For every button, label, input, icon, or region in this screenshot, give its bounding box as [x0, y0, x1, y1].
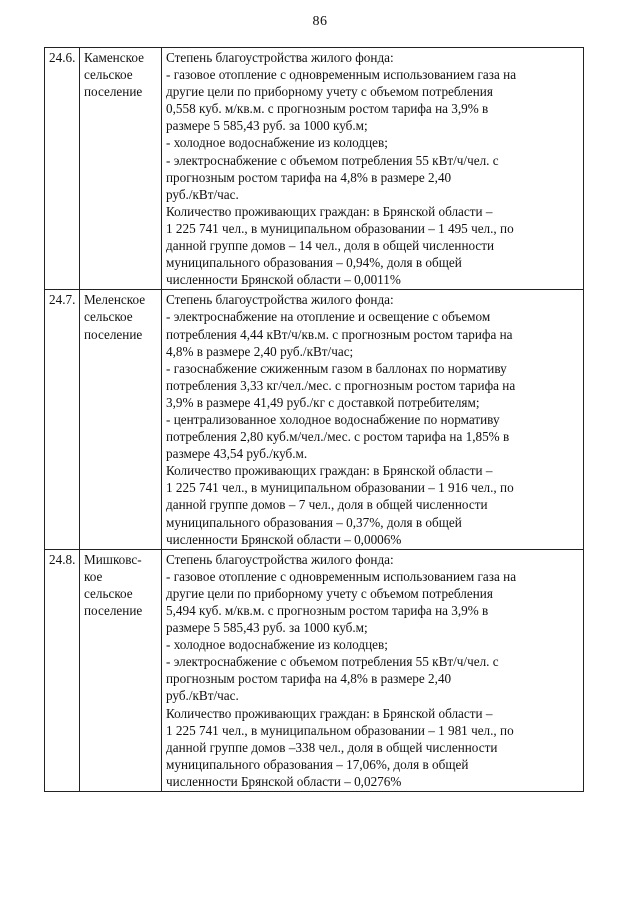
table-body: [45, 48, 584, 792]
description-line: 5,494 куб. м/кв.м. с прогнозным ростом тарифа на 3,9% в: [166, 603, 489, 618]
description-line: муниципального образования – 0,37%, доля в общей: [166, 514, 462, 530]
table-row: [45, 290, 584, 549]
description-line: другие цели по приборному учету с объемом потребления: [166, 585, 493, 601]
settlement-name-line: Мишковс-: [84, 551, 142, 567]
description-line: руб./кВт/час.: [166, 688, 239, 704]
description-line: 1 225 741 чел., в муниципальном образовании – 1 981 чел., по: [166, 722, 514, 738]
description-line: - электроснабжение с объемом потребления 55 кВт/ч/чел. с: [166, 152, 499, 168]
description-line: прогнозным ростом тарифа на 4,8% в размере 2,40: [166, 671, 452, 687]
description-line: прогнозным ростом тарифа на 4,8% в размере 2,40: [166, 169, 452, 185]
settlement-name: [80, 549, 162, 791]
description-line: 1 225 741 чел., в муниципальном образовании – 1 495 чел., по: [166, 220, 514, 236]
settlement-name-line: сельское: [84, 585, 133, 601]
row-number: 24.8.: [45, 549, 80, 791]
description-line: численности Брянской области – 0,0011%: [166, 272, 401, 288]
description-line: - газовое отопление с одновременным использованием газа на: [166, 568, 517, 584]
settlements-table: [44, 47, 584, 792]
housing-description: [162, 290, 584, 549]
table-row: [45, 549, 584, 791]
settlement-name: [80, 290, 162, 549]
row-number: 24.7.: [45, 290, 80, 549]
description-line: потребления 3,33 кг/чел./мес. с прогнозным ростом тарифа на: [166, 377, 516, 393]
description-line: руб./кВт/час.: [166, 186, 239, 202]
description-line: потребления 4,44 кВт/ч/кв.м. с прогнозным ростом тарифа на: [166, 326, 513, 342]
row-number: 24.6.: [45, 48, 80, 290]
settlement-name-line: поселение: [84, 84, 143, 100]
description-line: муниципального образования – 0,94%, доля в общей: [166, 255, 462, 271]
page-number: 86: [312, 14, 328, 29]
settlement-name-line: кое: [84, 568, 103, 584]
table-row: [45, 48, 584, 290]
description-line: 0,558 куб. м/кв.м. с прогнозным ростом тарифа на 3,9% в: [166, 101, 489, 117]
description-line: Количество проживающих граждан: в Брянской области –: [166, 463, 493, 479]
description-line: - электроснабжение с объемом потребления 55 кВт/ч/чел. с: [166, 654, 499, 670]
description-line: - централизованное холодное водоснабжение по нормативу: [166, 411, 500, 427]
description-line: муниципального образования – 17,06%, доля в общей: [166, 756, 469, 772]
settlement-name-line: Меленское: [84, 292, 146, 308]
description-line: данной группе домов –338 чел., доля в общей численности: [166, 739, 498, 755]
description-line: данной группе домов – 7 чел., доля в общей численности: [166, 497, 488, 513]
description-line: Степень благоустройства жилого фонда:: [166, 551, 394, 567]
settlement-name-line: поселение: [84, 326, 143, 342]
description-line: Количество проживающих граждан: в Брянской области –: [166, 203, 493, 219]
description-line: Степень благоустройства жилого фонда:: [166, 50, 394, 65]
description-line: 3,9% в размере 41,49 руб./кг с доставкой потребителям;: [166, 394, 480, 410]
settlement-name-line: поселение: [84, 603, 143, 618]
description-line: размере 5 585,43 руб. за 1000 куб.м;: [166, 118, 368, 134]
description-line: размере 5 585,43 руб. за 1000 куб.м;: [166, 620, 368, 636]
description-line: - холодное водоснабжение из колодцев;: [166, 135, 388, 151]
description-line: - газоснабжение сжиженным газом в баллонах по нормативу: [166, 360, 507, 376]
description-line: 1 225 741 чел., в муниципальном образовании – 1 916 чел., по: [166, 480, 514, 496]
settlement-name-line: сельское: [84, 67, 133, 83]
settlement-name-line: сельское: [84, 309, 133, 325]
description-line: 4,8% в размере 2,40 руб./кВт/час;: [166, 343, 354, 359]
settlement-name: [80, 48, 162, 290]
description-line: размере 43,54 руб./куб.м.: [166, 446, 308, 462]
description-line: потребления 2,80 куб.м/чел./мес. с ростом тарифа на 1,85% в: [166, 429, 510, 445]
settlement-name-line: Каменское: [84, 50, 144, 65]
housing-description: [162, 48, 584, 290]
description-line: - холодное водоснабжение из колодцев;: [166, 637, 388, 653]
description-line: данной группе домов – 14 чел., доля в общей численности: [166, 238, 495, 254]
description-line: численности Брянской области – 0,0276%: [166, 773, 402, 789]
description-line: - газовое отопление с одновременным использованием газа на: [166, 67, 517, 83]
description-line: - электроснабжение на отопление и освещение с объемом: [166, 309, 491, 325]
description-line: Количество проживающих граждан: в Брянской области –: [166, 705, 493, 721]
description-line: Степень благоустройства жилого фонда:: [166, 292, 394, 308]
housing-description: [162, 549, 584, 791]
description-line: численности Брянской области – 0,0006%: [166, 531, 402, 547]
description-line: другие цели по приборному учету с объемом потребления: [166, 84, 493, 100]
